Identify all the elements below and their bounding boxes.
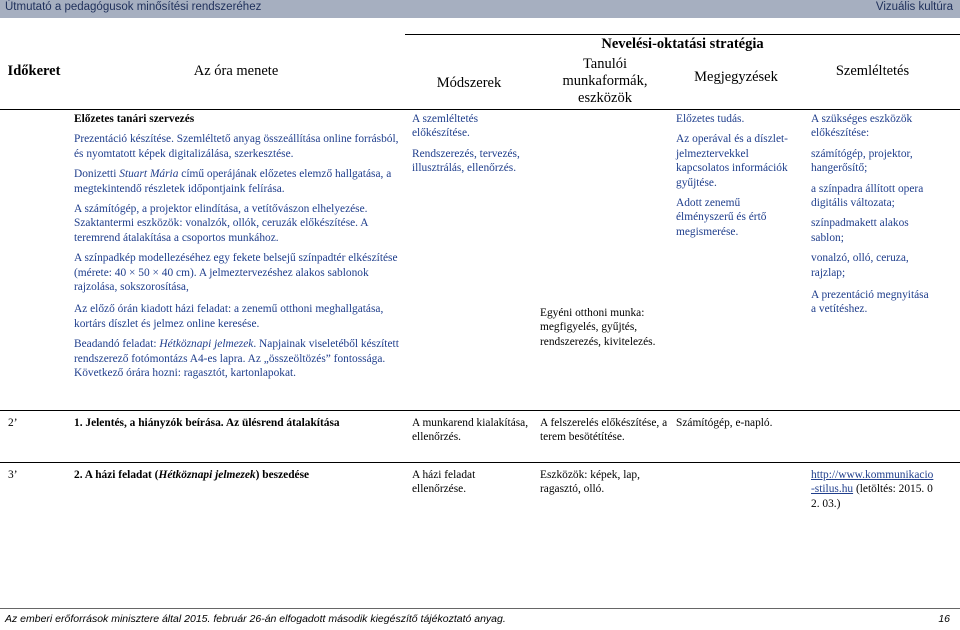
row2-course: 2. A házi feladat (Hétköznapi jelmezek) beszedése <box>74 469 310 481</box>
col-header-notes: Megjegyzések <box>694 69 778 85</box>
header-subject: Vizuális kultúra <box>875 1 953 13</box>
row2-time: 3’ <box>8 469 18 481</box>
prep-work-cell: Egyéni otthoni munka: megfigyelés, gyűjtés, rendszerezés, kivitelezés. <box>540 307 656 348</box>
row-rule-2 <box>0 462 960 463</box>
prep-methods-2: Rendszerezés, tervezés, illusztrálás, ellenőrzés. <box>412 147 520 175</box>
row1-course: 1. Jelentés, a hiányzók beírása. Az ülésrend átalakítása <box>74 417 340 429</box>
prep-paragraph-6: Beadandó feladat: Hétköznapi jelmezek. Napjainak viseletéből készített rendszerező fotómontázs A4-es lapra. Az „összeöltözés” fontossága. Következő órára hozni: ragasztót, kartonlapokat. <box>74 338 399 380</box>
prep-visual-4: színpadmakett alakos sablon; <box>811 217 909 244</box>
resource-link[interactable]: http://www.kommunikacio-stilus.hu <box>811 469 934 496</box>
prep-visual-1: A szükséges eszközök előkészítése: <box>811 113 913 140</box>
footer-rule <box>0 608 960 609</box>
prep-paragraph-2: Donizetti Stuart Mária című operájának előzetes elemző hallgatása, a megtekintendő részletek időpontjaink felírása. <box>74 168 392 195</box>
prep-visual-6: A prezentáció megnyitása a vetítéshez. <box>811 289 929 316</box>
prep-title: Előzetes tanári szervezés <box>74 113 195 125</box>
prep-notes-cell <box>676 112 796 245</box>
footer-text: Az emberi erőforrások minisztere által 2015. február 26-án elfogadott második kiegészítő tájékoztató anyag. <box>5 613 506 625</box>
prep-paragraph-3: A számítógép, a projektor elindítása, a vetítővászon elhelyezése. Szaktantermi eszközök: vonalzók, ollók, ceruzák előkészítése. A teremrend átalakítása a csoportos munkához. <box>74 203 368 244</box>
row2-methods: A házi feladat ellenőrzése. <box>412 469 476 496</box>
prep-visual-2: számítógép, projektor, hangerősítő; <box>811 147 913 175</box>
col-header-methods: Módszerek <box>436 75 502 91</box>
row2-work: Eszközök: képek, lap, ragasztó, olló. <box>540 469 640 496</box>
row2-visual: http://www.kommunikacio-stilus.hu (letöltés: 2015. 02. 03.) <box>811 469 934 510</box>
row1-work: A felszerelés előkészítése, a terem besötétítése. <box>540 417 668 444</box>
prep-visual-3: a színpadra állított opera digitális változata; <box>811 182 924 210</box>
header-bottom-rule <box>0 109 960 110</box>
prep-paragraph-1: Prezentáció készítése. Szemléltető anyag összeállítása online forrásból, és nyomtatott képek digitalizálása, szerkesztése. <box>74 133 399 160</box>
header-title: Útmutató a pedagógusok minősítési rendszeréhez <box>5 1 262 13</box>
prep-paragraph-4: A színpadkép modellezéséhez egy fekete belsejű színpadtér elkészítése (mérete: 40 × 50 × 40 cm). A jelmeztervezéshez alakos sablonok rajzolása, sokszorosítása, <box>74 252 398 294</box>
col-header-course: Az óra menete <box>193 63 279 79</box>
col-header-work: Tanulói munkaformák, eszközök <box>562 56 648 106</box>
row1-notes: Számítógép, e-napló. <box>676 417 773 429</box>
row1-methods: A munkarend kialakítása, ellenőrzés. <box>412 417 529 444</box>
prep-methods-cell <box>412 112 537 182</box>
prep-visual-cell <box>811 112 931 323</box>
prep-course-cell <box>74 112 400 387</box>
prep-notes-1: Előzetes tudás. <box>676 113 745 125</box>
row1-time: 2’ <box>8 417 18 429</box>
col-header-time: Időkeret <box>7 63 61 79</box>
col-header-visual: Szemléltetés <box>835 63 910 79</box>
prep-notes-2: Az operával és a díszlet-jelmeztervekkel kapcsolatos információk gyűjtése. <box>676 133 788 189</box>
row-rule-1 <box>0 410 960 411</box>
prep-notes-3: Adott zenemű élményszerű és értő megismerése. <box>676 197 767 238</box>
page-number: 16 <box>938 613 950 625</box>
prep-visual-5: vonalzó, olló, ceruza, rajzlap; <box>811 252 909 279</box>
group-header-rule <box>405 34 960 35</box>
strategy-group-header: Nevelési-oktatási stratégia <box>601 36 764 52</box>
prep-methods-1: A szemléltetés előkészítése. <box>412 113 479 140</box>
prep-paragraph-5: Az előző órán kiadott házi feladat: a zenemű otthoni meghallgatása, kortárs díszlet és jelmez online keresése. <box>74 303 384 330</box>
